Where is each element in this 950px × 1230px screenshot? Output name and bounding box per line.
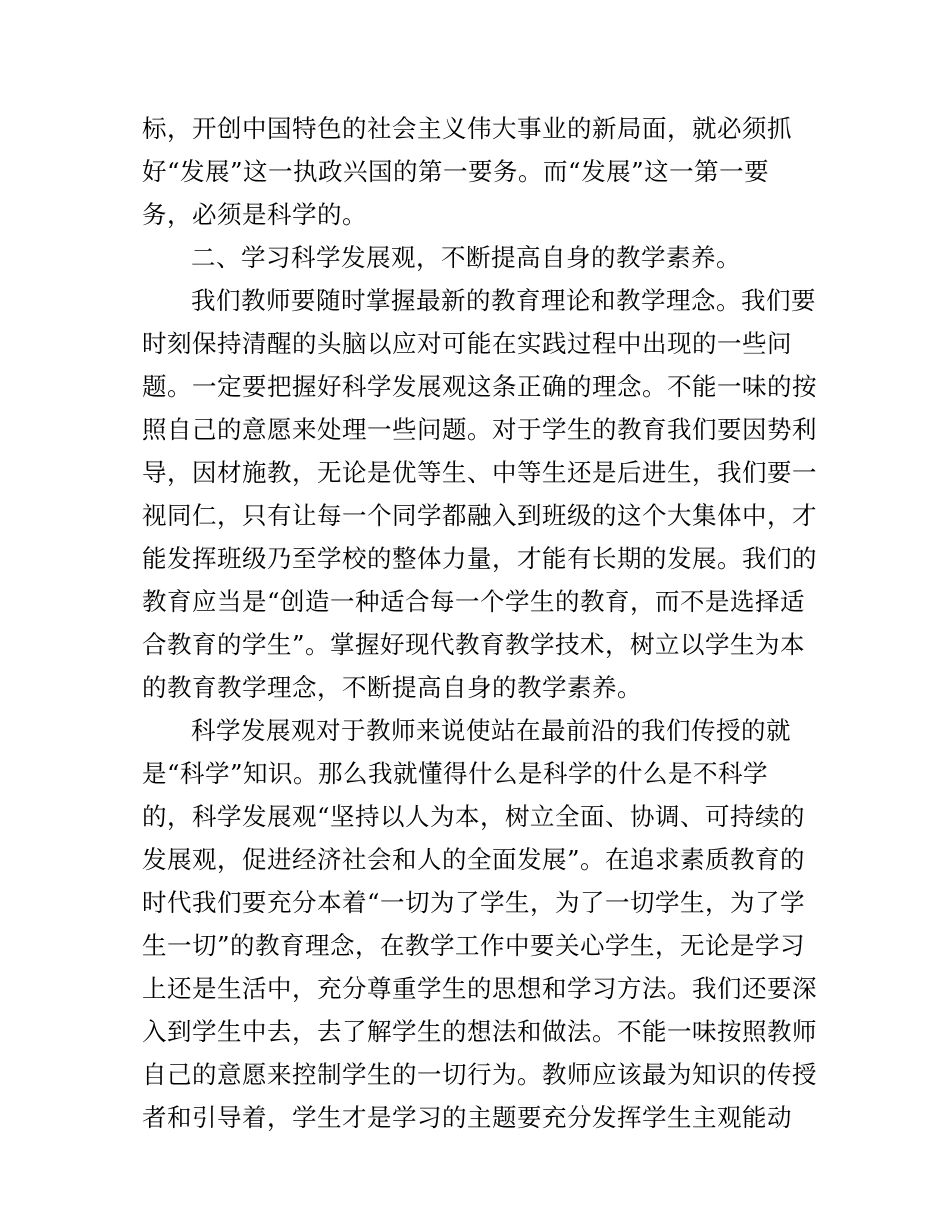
text-line: 照自己的意愿来处理一些问题。对于学生的教育我们要因势利 xyxy=(142,415,817,444)
text-line: 时刻保持清醒的头脑以应对可能在实践过程中出现的一些问 xyxy=(142,329,792,358)
text-line: 务，必须是科学的。 xyxy=(142,200,367,229)
text-line: 教育应当是“创造一种适合每一个学生的教育，而不是选择适 xyxy=(142,587,806,616)
text-line: 的教育教学理念，不断提高自身的教学素养。 xyxy=(142,673,642,702)
text-line: 上还是生活中，充分尊重学生的思想和学习方法。我们还要深 xyxy=(142,974,817,1003)
text-line: 自己的意愿来控制学生的一切行为。教师应该最为知识的传授 xyxy=(142,1060,817,1089)
text-line: 合教育的学生”。掌握好现代教育教学技术，树立以学生为本 xyxy=(142,630,806,659)
text-line: 题。一定要把握好科学发展观这条正确的理念。不能一味的按 xyxy=(142,372,817,401)
text-line: 生一切”的教育理念，在教学工作中要关心学生，无论是学习 xyxy=(142,931,806,960)
text-line: 入到学生中去，去了解学生的想法和做法。不能一味按照教师 xyxy=(142,1017,817,1046)
text-line: 能发挥班级乃至学校的整体力量，才能有长期的发展。我们的 xyxy=(142,544,817,573)
text-line: 时代我们要充分本着“一切为了学生，为了一切学生，为了学 xyxy=(142,888,806,917)
text-line: 发展观，促进经济社会和人的全面发展”。在追求素质教育的 xyxy=(142,845,806,874)
text-line: 导，因材施教，无论是优等生、中等生还是后进生，我们要一 xyxy=(142,458,817,487)
text-line: 是“科学”知识。那么我就懂得什么是科学的什么是不科学 xyxy=(142,759,769,788)
text-line: 的，科学发展观“坚持以人为本，树立全面、协调、可持续的 xyxy=(142,802,806,831)
text-line: 视同仁，只有让每一个同学都融入到班级的这个大集体中，才 xyxy=(142,501,817,530)
paragraph-start-line: 我们教师要随时掌握最新的教育理论和教学理念。我们要 xyxy=(191,286,816,315)
paragraph-start-line: 科学发展观对于教师来说使站在最前沿的我们传授的就 xyxy=(191,716,791,745)
text-line: 好“发展”这一执政兴国的第一要务。而“发展”这一第一要 xyxy=(142,157,770,186)
text-line: 标，开创中国特色的社会主义伟大事业的新局面，就必须抓 xyxy=(142,114,792,143)
text-line: 者和引导着，学生才是学习的主题要充分发挥学生主观能动 xyxy=(142,1103,792,1132)
section-heading: 二、学习科学发展观，不断提高自身的教学素养。 xyxy=(191,243,741,272)
